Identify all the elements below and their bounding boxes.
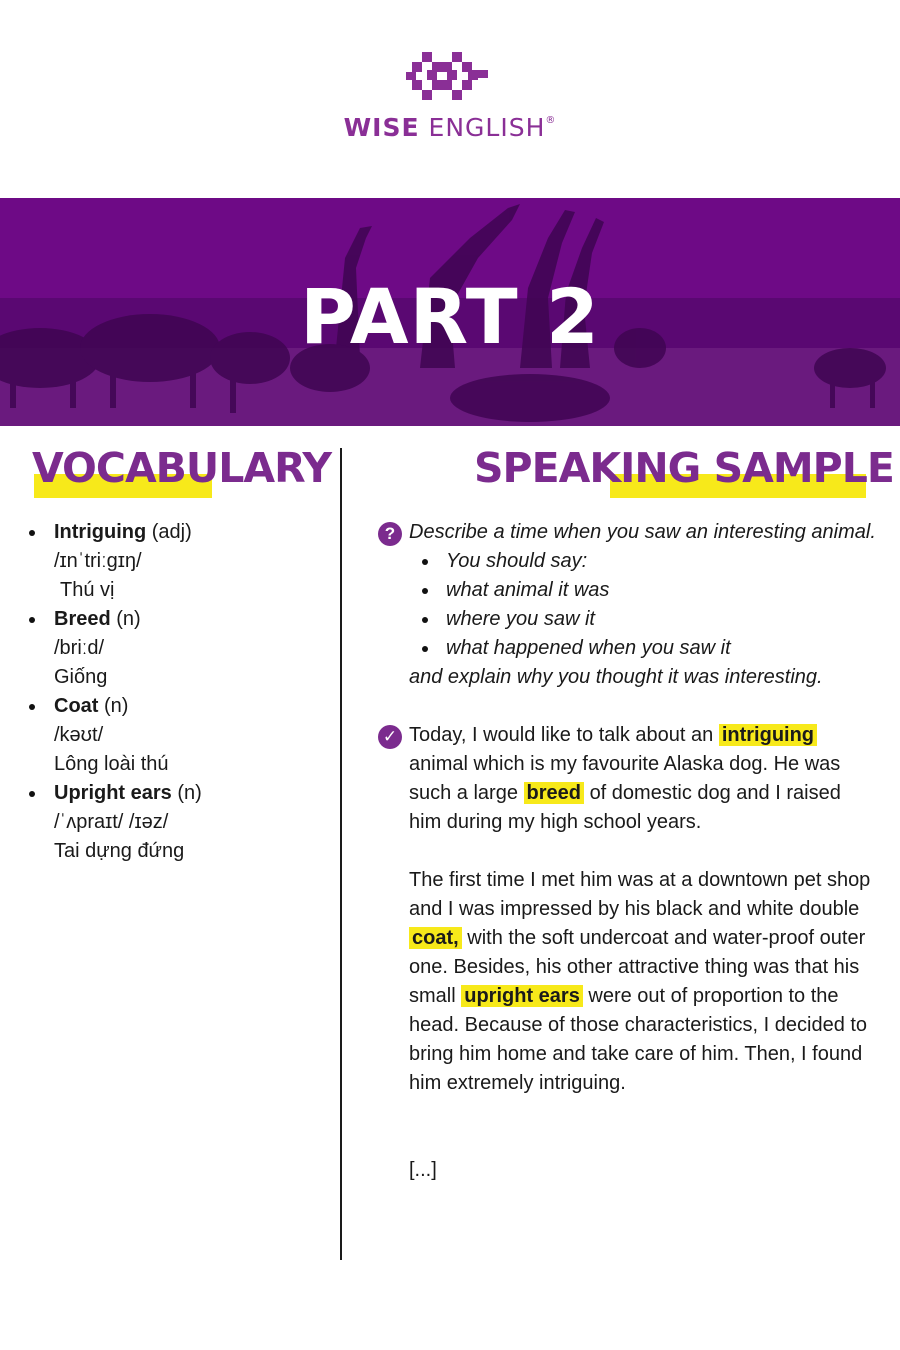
vocab-ipa: /kəʊt/ [54, 724, 104, 746]
answer-text: animal which is my favourite Alaska dog. He was such a large [409, 753, 841, 804]
banner-title: PART 2 [300, 272, 600, 361]
vocab-pos: (n) [116, 608, 141, 630]
highlight-intriguing: intriguing [719, 724, 817, 746]
check-circle-icon: ✓ [378, 725, 402, 749]
registered-mark: ® [545, 115, 557, 126]
bullet-icon [29, 617, 35, 623]
question-bullet-text: You should say: [446, 550, 588, 572]
bullet-icon [29, 704, 35, 710]
vocab-pos: (n) [177, 782, 202, 804]
vocab-ipa: /ɪnˈtriːɡɪŋ/ [54, 550, 142, 572]
vocab-pos: (adj) [151, 521, 192, 543]
answer-text: with the soft undercoat and water-proof outer one. Besides, his other attractive thing was that his small [409, 927, 866, 1007]
brand-name-rest: ENGLISH [428, 113, 546, 142]
vocab-meaning: Lông loài thú [54, 753, 169, 775]
vocab-word: Intriguing [54, 521, 147, 543]
vocab-meaning: Giống [54, 666, 108, 688]
vocab-ipa: /briːd/ [54, 637, 105, 659]
question-bullet [446, 547, 878, 576]
question-bullet-text: what happened when you saw it [446, 637, 731, 659]
vocab-pos: (n) [104, 695, 129, 717]
vocab-word: Upright ears [54, 782, 172, 804]
bullet-icon [29, 530, 35, 536]
question-block [378, 518, 878, 692]
vocab-meaning: Tai dựng đứng [54, 840, 185, 862]
vocabulary-list [24, 518, 324, 866]
question-bullet [446, 576, 878, 605]
answer-text: Today, I would like to talk about an [409, 724, 714, 746]
question-bullets [409, 547, 878, 663]
answer-paragraph-1 [409, 721, 878, 837]
vocabulary-item [24, 518, 324, 605]
vocabulary-item [24, 605, 324, 692]
speaking-sample-heading: SPEAKING SAMPLE [474, 444, 894, 492]
question-bullet-text: where you saw it [446, 608, 595, 630]
wise-english-logo-icon [406, 52, 488, 100]
bullet-icon [422, 646, 428, 652]
question-bullet [446, 605, 878, 634]
column-divider [340, 448, 342, 1260]
question-bullet-text: what animal it was [446, 579, 610, 601]
speaking-sample [378, 518, 878, 1185]
question-circle-icon: ? [378, 522, 402, 546]
vocabulary-item [24, 692, 324, 779]
answer-text: of domestic dog and I raised him during my high school years. [409, 782, 841, 833]
vocab-meaning: Thú vị [60, 579, 115, 601]
answer-ellipsis: [...] [409, 1159, 437, 1181]
brand-wordmark [0, 113, 900, 142]
answer-text: were out of proportion to the head. Because of those characteristics, I decided to bring him home and take care of him. Then, I found him extremely intriguing. [409, 985, 868, 1094]
question-prompt: Describe a time when you saw an interesting animal. [409, 521, 876, 543]
question-closing: and explain why you thought it was interesting. [409, 666, 823, 688]
vocabulary-item [24, 779, 324, 866]
vocabulary-heading: VOCABULARY [32, 444, 332, 492]
bullet-icon [422, 559, 428, 565]
answer-block [378, 721, 878, 1185]
bullet-icon [422, 617, 428, 623]
brand-header [0, 0, 900, 200]
bullet-icon [422, 588, 428, 594]
vocab-word: Coat [54, 695, 99, 717]
question-bullet [446, 634, 878, 663]
answer-paragraph-2 [409, 866, 878, 1098]
answer-text: The first time I met him was at a downtown pet shop and I was impressed by his black and white double [409, 869, 871, 920]
vocab-word: Breed [54, 608, 111, 630]
bullet-icon [29, 791, 35, 797]
highlight-upright-ears: upright ears [461, 985, 583, 1007]
brand-name-bold: WISE [343, 113, 420, 142]
vocab-ipa: /ˈʌpraɪt/ /ɪəz/ [54, 811, 169, 833]
highlight-coat: coat, [409, 927, 462, 949]
highlight-breed: breed [524, 782, 584, 804]
